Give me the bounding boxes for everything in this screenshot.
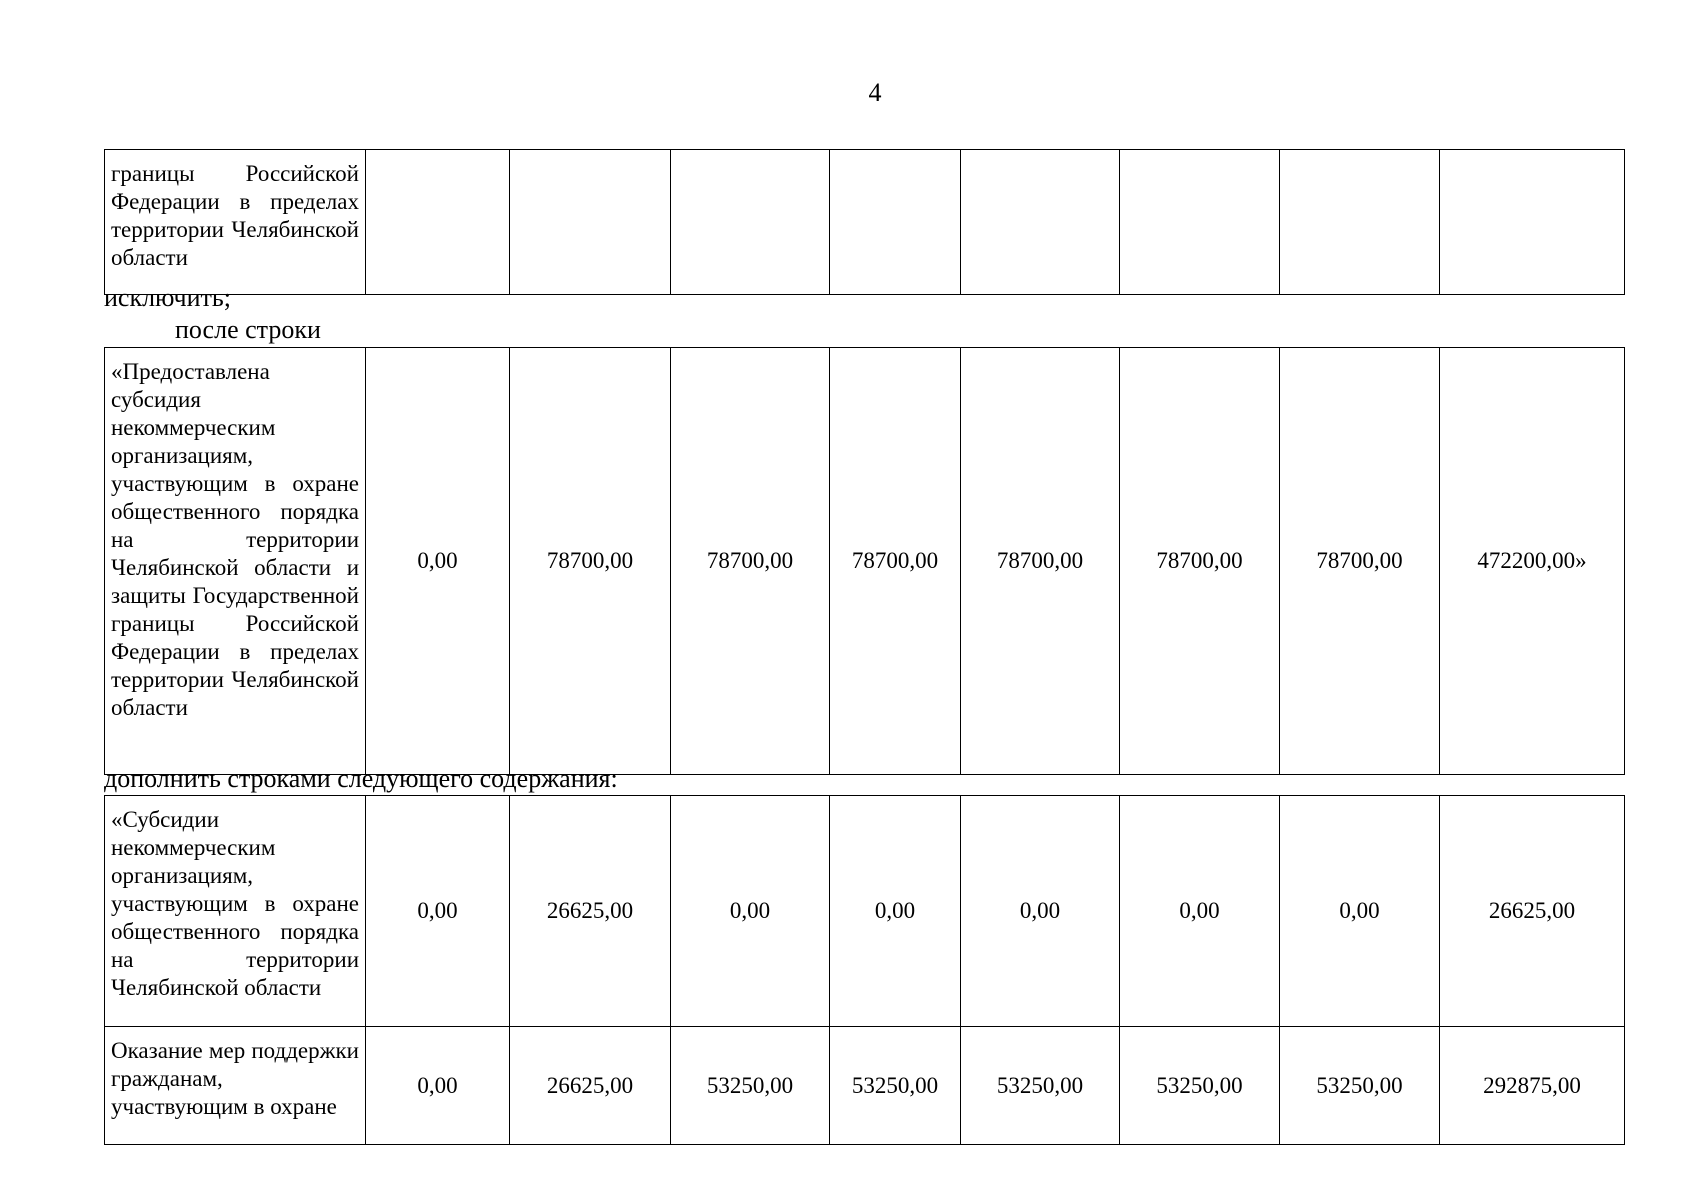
text-add-rows: дополнить строками следующего содержания: xyxy=(104,764,618,793)
table-middle xyxy=(104,347,1625,775)
cell-value: 53250,00 xyxy=(1280,1027,1440,1145)
row-description: «Субсидии некоммерческим организациям, участвующим в охране общественного порядка на территории Челябинской области xyxy=(105,796,366,1027)
cell-value: 78700,00 xyxy=(1120,348,1280,775)
page-number: 4 xyxy=(868,78,882,107)
table-row xyxy=(105,796,1625,1027)
cell-value xyxy=(510,150,671,295)
table-row xyxy=(105,150,1625,295)
cell-value xyxy=(1440,150,1625,295)
cell-value: 53250,00 xyxy=(671,1027,830,1145)
cell-value: 78700,00 xyxy=(510,348,671,775)
cell-value: 53250,00 xyxy=(830,1027,961,1145)
text-after-row: после строки xyxy=(175,315,321,344)
cell-value xyxy=(1280,150,1440,295)
cell-value: 0,00 xyxy=(1280,796,1440,1027)
cell-value: 0,00 xyxy=(366,1027,510,1145)
cell-value: 53250,00 xyxy=(961,1027,1120,1145)
cell-value: 472200,00» xyxy=(1440,348,1625,775)
cell-value: 26625,00 xyxy=(1440,796,1625,1027)
cell-value: 0,00 xyxy=(366,796,510,1027)
cell-value: 0,00 xyxy=(830,796,961,1027)
cell-value xyxy=(366,150,510,295)
cell-value: 78700,00 xyxy=(961,348,1120,775)
cell-value xyxy=(671,150,830,295)
cell-value: 26625,00 xyxy=(510,1027,671,1145)
cell-value: 292875,00 xyxy=(1440,1027,1625,1145)
table-top xyxy=(104,149,1625,295)
cell-value xyxy=(1120,150,1280,295)
table-bottom xyxy=(104,795,1625,1145)
cell-value: 78700,00 xyxy=(1280,348,1440,775)
row-description: «Предоставлена субсидия некоммерческим организациям, участвующим в охране общественного порядка на территории Челябинской области и защиты Государственной границы Российской Федерации в пределах территории Челябинской области xyxy=(105,348,366,775)
row-description: Оказание мер поддержки гражданам, участвующим в охране xyxy=(105,1027,366,1145)
cell-value: 0,00 xyxy=(671,796,830,1027)
cell-value: 78700,00 xyxy=(671,348,830,775)
table-row xyxy=(105,348,1625,775)
row-description: границы Российской Федерации в пределах территории Челябинской области xyxy=(105,150,366,295)
cell-value xyxy=(830,150,961,295)
cell-value: 53250,00 xyxy=(1120,1027,1280,1145)
cell-value xyxy=(961,150,1120,295)
cell-value: 0,00 xyxy=(1120,796,1280,1027)
text-exclude: исключить; xyxy=(104,283,231,312)
cell-value: 26625,00 xyxy=(510,796,671,1027)
cell-value: 78700,00 xyxy=(830,348,961,775)
cell-value: 0,00 xyxy=(961,796,1120,1027)
table-row xyxy=(105,1027,1625,1145)
cell-value: 0,00 xyxy=(366,348,510,775)
